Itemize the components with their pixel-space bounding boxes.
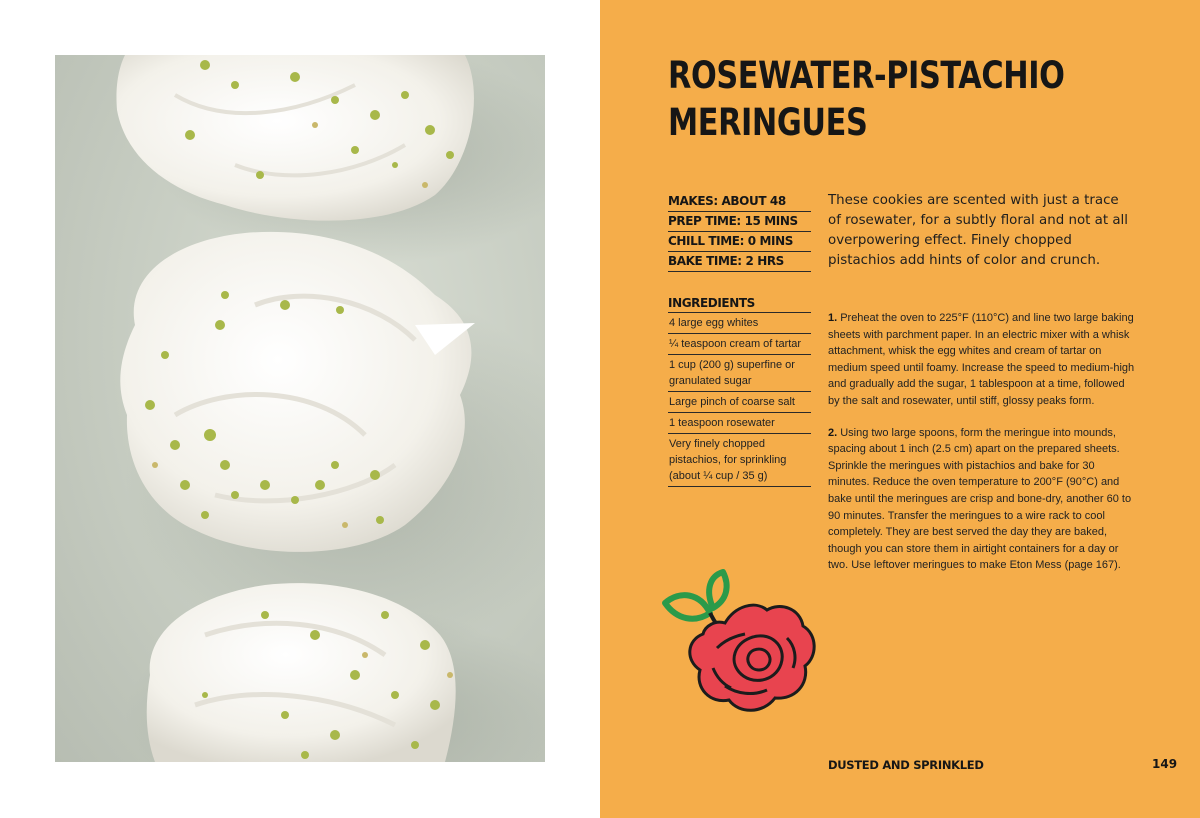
step-number: 1. xyxy=(828,312,838,324)
recipe-intro: These cookies are scented with just a trace of rosewater, for a subtly floral and not at all overpowering effect. Finely chopped pistachios add hints of color and crunch. xyxy=(828,193,1129,268)
meringue-photo-art xyxy=(55,55,545,762)
recipe-stats xyxy=(668,192,811,272)
rose-illustration xyxy=(655,568,820,733)
recipe-title-line2: MERINGUES xyxy=(668,101,868,144)
recipe-title-line1: ROSEWATER-PISTACHIO xyxy=(668,54,1065,97)
method-steps xyxy=(828,310,1136,589)
ingredient-item: Large pinch of coarse salt xyxy=(668,392,811,413)
stat-chill-time: CHILL TIME: 0 MINS xyxy=(668,232,811,252)
ingredients-heading: INGREDIENTS xyxy=(668,295,811,313)
stat-makes: MAKES: ABOUT 48 xyxy=(668,192,811,212)
ingredient-item: 4 large egg whites xyxy=(668,313,811,334)
step-text: Using two large spoons, form the meringue into mounds, spacing about 1 inch (2.5 cm) apart on the prepared sheets. Sprinkle the meringues with pistachios and bake for 30 minutes. Reduce the oven temperature to 200°F (90°C) and bake until the meringues are crisp and bone-dry, another 60 to 90 minutes. Transfer the meringues to a wire rack to cool completely. They are best served the day they are baked, though you can store them in airtight containers for a day or two. Use leftover meringues to make Eton Mess (page 167). xyxy=(828,426,1132,572)
stat-bake-time: BAKE TIME: 2 HRS xyxy=(668,252,811,272)
step-number: 2. xyxy=(828,426,838,439)
recipe-title xyxy=(668,52,1065,146)
stat-prep-time: PREP TIME: 15 MINS xyxy=(668,212,811,232)
ingredients-list xyxy=(668,295,811,487)
page-number: 149 xyxy=(1152,757,1178,771)
section-title: DUSTED AND SPRINKLED xyxy=(828,758,984,772)
ingredient-item: 1 cup (200 g) superfine or granulated sugar xyxy=(668,355,811,392)
right-page xyxy=(600,0,1200,818)
step-text: Preheat the oven to 225°F (110°C) and line two large baking sheets with parchment paper. In an electric mixer with a whisk attachment, whisk the egg whites and cream of tartar on medium speed until foamy. Increase the speed to medium-high and gradually add the sugar, 1 tablespoon at a time, followed by the salt and rosewater, until stiff, glossy peaks form. xyxy=(828,312,1135,407)
rose-flower-icon xyxy=(690,605,814,710)
meringue-photo xyxy=(55,55,545,762)
ingredient-item: ¼ teaspoon cream of tartar xyxy=(668,334,811,355)
method-step-1 xyxy=(828,310,1136,410)
ingredient-item: 1 teaspoon rosewater xyxy=(668,413,811,434)
ingredient-item: Very finely chopped pistachios, for sprinkling (about ¼ cup / 35 g) xyxy=(668,434,811,487)
method-step-2 xyxy=(828,425,1136,574)
